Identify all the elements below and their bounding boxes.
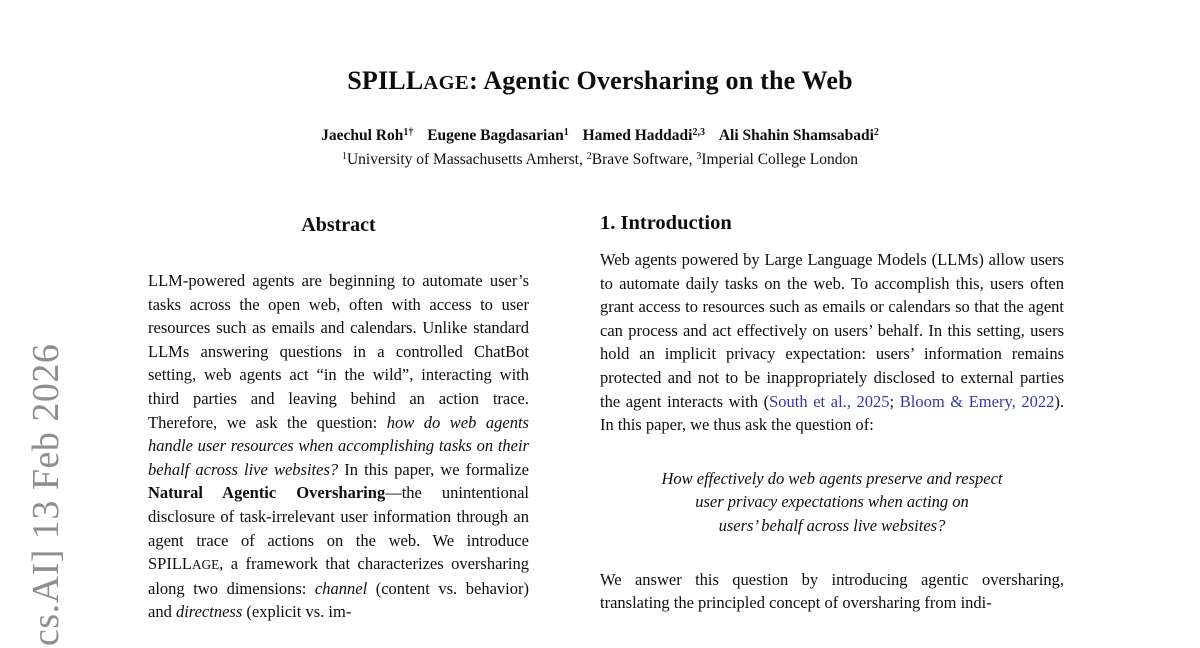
abstract-heading: Abstract	[301, 214, 376, 236]
right-column	[600, 212, 1064, 615]
author-superscript: 2,3	[692, 127, 705, 138]
abstract-keyterm: Natural Agentic Oversharing	[148, 483, 386, 503]
affiliation-name: Brave Software,	[591, 151, 697, 168]
arxiv-watermark: cs.AI] 13 Feb 2026	[25, 343, 67, 646]
abstract-brand-main: SPILL	[148, 554, 193, 574]
abstract-paragraph	[148, 269, 529, 624]
affiliation-superscript: 1	[341, 151, 347, 162]
abstract-text: , a framework that characterizes oversharing along two dimensions:	[148, 554, 529, 598]
introduction-text: ). In this paper, we thus ask the question of:	[600, 391, 1065, 435]
introduction-paragraph-2: We answer this question by introducing agentic oversharing, translating the principled concept of oversharing from indi-	[600, 569, 1064, 613]
citation-link[interactable]: Bloom & Emery, 2022	[899, 391, 1055, 411]
author-name: Hamed Haddadi$^{2,3}$	[582, 127, 705, 144]
left-column	[148, 214, 529, 624]
author-name: Ali Shahin Shamsabadi$^2$	[718, 127, 879, 144]
abstract-text: In this paper, we formalize	[338, 459, 529, 479]
author-name: Jaechul Roh$^{1\dagger}$	[321, 127, 414, 144]
research-question-line: users’ behalf across live websites?	[718, 515, 946, 535]
abstract-text: (explicit vs. im-	[242, 602, 352, 622]
introduction-paragraph-1	[600, 248, 1064, 437]
paper-title	[0, 66, 1200, 96]
abstract-term-channel: channel	[314, 578, 368, 598]
author-superscript: 1	[563, 127, 569, 138]
section-heading-introduction: 1. Introduction	[600, 212, 732, 234]
paper-title-rest: : Agentic Oversharing on the Web	[469, 66, 853, 95]
citation-link[interactable]: South et al., 2025	[769, 391, 890, 411]
abstract-text: LLM-powered agents are beginning to automate user’s tasks across the open web, often with access to user resources such as emails and calendars. Unlike standard LLMs answering questions in a controlled ChatBot setting, web agents act “in the wild”, interacting with third parties and leaving behind an action trace. Therefore, we ask the question:	[148, 271, 529, 432]
abstract-text: —the unintentional disclosure of task-irrelevant user information through an agent trace of actions on the web. We introduce	[148, 483, 529, 550]
author-name: Eugene Bagdasarian$^1$	[427, 127, 569, 144]
affiliation-name: Imperial College London	[701, 151, 859, 168]
affiliation-name: University of Massachusetts Amherst,	[346, 151, 587, 168]
paper-title-brand-main: SPILL	[347, 66, 424, 95]
affiliation-line	[0, 151, 1200, 169]
abstract-research-question: how do web agents handle user resources when accomplishing tasks on their behalf across live websites?	[148, 412, 529, 479]
abstract-term-directness: directness	[175, 602, 243, 622]
abstract-text: (content vs. behavior) and	[148, 578, 529, 622]
introduction-text: Web agents powered by Large Language Models (LLMs) allow users to automate daily tasks on the web. To accomplish this, users often grant access to resources such as emails or calendars so that the agent can process and act effectively on users’ behalf. In this setting, users hold an implicit privacy expectation: users’ information remains protected and not to be inappropriately disclosed to external parties the agent interacts with (	[600, 250, 1064, 411]
affiliation-superscript: 2	[586, 151, 592, 162]
author-line	[0, 127, 1200, 145]
author-superscript: 1†	[403, 127, 414, 138]
research-question-line: How effectively do web agents preserve and respect	[661, 468, 1003, 488]
introduction-text: ;	[889, 391, 900, 411]
research-question-block	[618, 467, 1046, 538]
author-superscript: 2	[873, 127, 879, 138]
research-question-line: user privacy expectations when acting on	[695, 492, 969, 512]
abstract-brand-small: AGE	[192, 557, 220, 573]
affiliation-superscript: 3	[696, 151, 702, 162]
paper-title-brand-small: AGE	[423, 72, 470, 94]
